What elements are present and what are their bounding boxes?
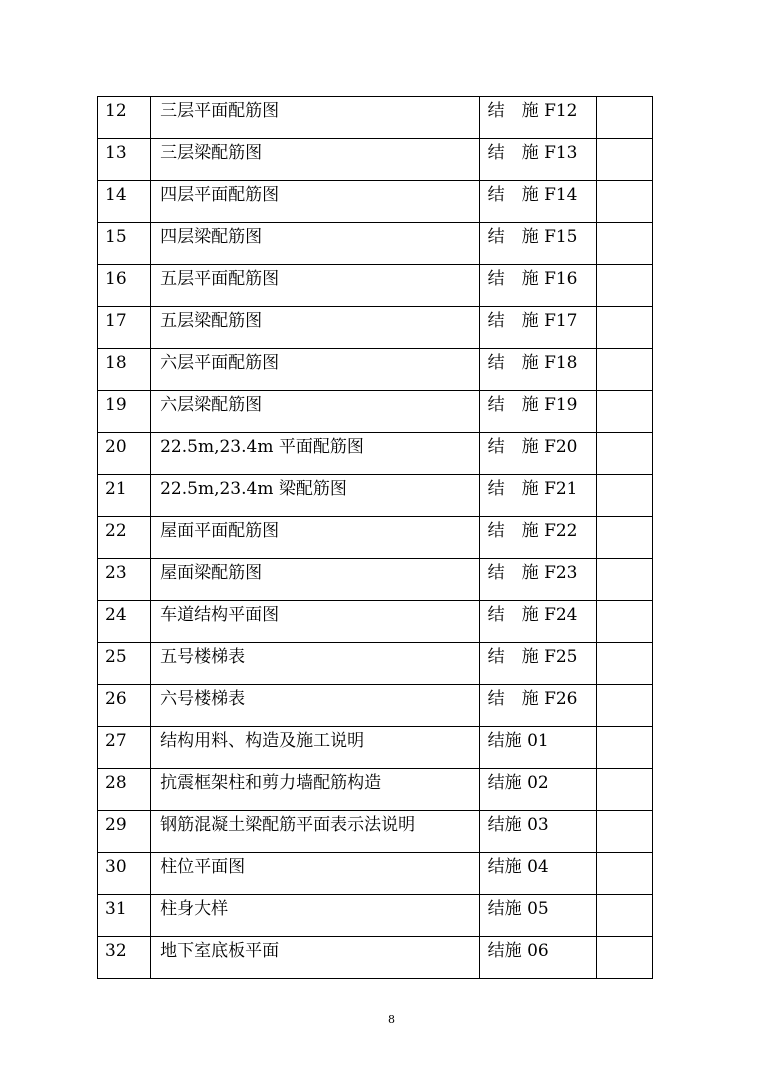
drawing-number-cell <box>98 811 151 853</box>
drawing-number-cell-text: 25 <box>105 647 127 667</box>
drawing-remark-cell <box>596 601 652 643</box>
drawing-remark-cell-text <box>597 517 652 521</box>
drawing-number-cell <box>98 391 151 433</box>
drawing-code-cell-text: 结 施 F22 <box>487 521 578 541</box>
drawing-remark-cell-text <box>597 769 652 773</box>
table-row <box>98 727 653 769</box>
drawing-number-cell-text: 29 <box>105 815 127 835</box>
drawing-code-cell <box>479 97 596 139</box>
drawing-code-cell-text: 结 施 F26 <box>487 689 578 709</box>
drawing-code-cell-text: 结 施 F16 <box>487 269 578 289</box>
drawing-title-cell <box>151 433 480 475</box>
drawing-title-cell <box>151 685 480 727</box>
drawing-number-cell-text: 27 <box>105 731 127 751</box>
drawing-code-cell <box>479 685 596 727</box>
drawing-remark-cell <box>596 223 652 265</box>
drawing-number-cell-text: 12 <box>105 101 127 121</box>
drawing-title-cell-text: 结构用料、构造及施工说明 <box>160 731 365 751</box>
table-row <box>98 433 653 475</box>
drawing-number-cell <box>98 937 151 979</box>
drawing-number-cell <box>98 265 151 307</box>
drawing-remark-cell <box>596 643 652 685</box>
drawing-title-cell <box>151 559 480 601</box>
drawing-number-cell-text: 28 <box>105 773 127 793</box>
drawing-code-cell <box>479 391 596 433</box>
drawing-number-cell-text: 31 <box>105 899 127 919</box>
drawing-number-cell-text: 23 <box>105 563 127 583</box>
drawing-number-cell-text: 32 <box>105 941 127 961</box>
drawing-number-cell <box>98 601 151 643</box>
drawing-remark-cell <box>596 811 652 853</box>
drawing-number-cell <box>98 223 151 265</box>
drawing-remark-cell <box>596 265 652 307</box>
drawing-code-cell <box>479 433 596 475</box>
drawing-title-cell-text: 地下室底板平面 <box>160 941 280 961</box>
drawing-code-cell-text: 结施 05 <box>487 899 549 919</box>
drawing-code-cell-text: 结 施 F14 <box>487 185 578 205</box>
drawing-code-cell <box>479 349 596 391</box>
drawing-code-cell-text: 结施 06 <box>487 941 549 961</box>
drawing-number-cell <box>98 97 151 139</box>
drawing-remark-cell-text <box>597 97 652 101</box>
drawing-code-cell-text: 结施 02 <box>487 773 549 793</box>
drawing-title-cell <box>151 517 480 559</box>
drawing-code-cell-text: 结施 04 <box>487 857 549 877</box>
drawing-title-cell <box>151 223 480 265</box>
drawing-code-cell <box>479 727 596 769</box>
drawing-remark-cell <box>596 433 652 475</box>
drawing-code-cell <box>479 937 596 979</box>
drawing-code-cell <box>479 223 596 265</box>
drawing-title-cell <box>151 727 480 769</box>
drawing-remark-cell-text <box>597 433 652 437</box>
drawing-remark-cell <box>596 181 652 223</box>
drawing-number-cell-text: 16 <box>105 269 127 289</box>
table-row <box>98 475 653 517</box>
drawing-remark-cell <box>596 517 652 559</box>
drawing-number-cell-text: 18 <box>105 353 127 373</box>
drawing-title-cell <box>151 181 480 223</box>
table-row <box>98 937 653 979</box>
drawing-remark-cell-text <box>597 307 652 311</box>
drawing-number-cell-text: 24 <box>105 605 127 625</box>
drawing-title-cell <box>151 139 480 181</box>
drawing-remark-cell <box>596 391 652 433</box>
drawing-code-cell-text: 结施 01 <box>487 731 549 751</box>
drawing-number-cell-text: 17 <box>105 311 127 331</box>
drawing-code-cell <box>479 643 596 685</box>
drawing-number-cell-text: 30 <box>105 857 127 877</box>
drawing-title-cell-text: 柱身大样 <box>160 899 229 919</box>
drawing-title-cell <box>151 601 480 643</box>
drawing-code-cell <box>479 811 596 853</box>
table-row <box>98 895 653 937</box>
drawing-title-cell-text: 屋面梁配筋图 <box>160 563 263 583</box>
drawing-code-cell-text: 结 施 F24 <box>487 605 578 625</box>
drawing-number-cell <box>98 685 151 727</box>
drawing-remark-cell <box>596 349 652 391</box>
drawing-code-cell-text: 结 施 F15 <box>487 227 578 247</box>
drawing-code-cell <box>479 517 596 559</box>
table-row <box>98 643 653 685</box>
table-row <box>98 853 653 895</box>
drawing-number-cell-text: 20 <box>105 437 127 457</box>
drawing-code-cell-text: 结 施 F13 <box>487 143 578 163</box>
drawing-remark-cell-text <box>597 937 652 941</box>
table-row <box>98 307 653 349</box>
drawing-title-cell-text: 五层平面配筋图 <box>160 269 280 289</box>
drawing-code-cell-text: 结 施 F20 <box>487 437 578 457</box>
drawing-remark-cell-text <box>597 349 652 353</box>
drawing-code-cell <box>479 559 596 601</box>
drawing-code-cell-text: 结 施 F18 <box>487 353 578 373</box>
drawing-number-cell-text: 14 <box>105 185 127 205</box>
table-row <box>98 349 653 391</box>
drawing-list-table <box>97 96 653 979</box>
drawing-title-cell-text: 五层梁配筋图 <box>160 311 263 331</box>
drawing-remark-cell <box>596 307 652 349</box>
drawing-number-cell <box>98 727 151 769</box>
drawing-number-cell-text: 21 <box>105 479 127 499</box>
drawing-code-cell <box>479 853 596 895</box>
drawing-number-cell-text: 13 <box>105 143 127 163</box>
drawing-title-cell-text: 六层平面配筋图 <box>160 353 280 373</box>
drawing-remark-cell-text <box>597 685 652 689</box>
table-row <box>98 601 653 643</box>
drawing-number-cell <box>98 517 151 559</box>
drawing-code-cell <box>479 769 596 811</box>
drawing-code-cell-text: 结 施 F17 <box>487 311 578 331</box>
drawing-title-cell-text: 车道结构平面图 <box>160 605 280 625</box>
drawing-remark-cell <box>596 727 652 769</box>
drawing-title-cell-text: 柱位平面图 <box>160 857 246 877</box>
drawing-remark-cell-text <box>597 727 652 731</box>
drawing-code-cell <box>479 139 596 181</box>
drawing-title-cell <box>151 97 480 139</box>
drawing-number-cell <box>98 559 151 601</box>
drawing-title-cell-text: 三层梁配筋图 <box>160 143 263 163</box>
table-row <box>98 265 653 307</box>
table-row <box>98 811 653 853</box>
drawing-title-cell-text: 屋面平面配筋图 <box>160 521 280 541</box>
drawing-code-cell <box>479 475 596 517</box>
drawing-title-cell-text: 三层平面配筋图 <box>160 101 280 121</box>
drawing-title-cell <box>151 769 480 811</box>
table-row <box>98 181 653 223</box>
drawing-remark-cell <box>596 97 652 139</box>
drawing-code-cell <box>479 265 596 307</box>
page-number: 8 <box>388 1013 395 1026</box>
drawing-code-cell <box>479 601 596 643</box>
drawing-number-cell <box>98 895 151 937</box>
drawing-remark-cell <box>596 475 652 517</box>
drawing-code-cell-text: 结 施 F21 <box>487 479 578 499</box>
drawing-number-cell-text: 15 <box>105 227 127 247</box>
table-row <box>98 769 653 811</box>
drawing-remark-cell-text <box>597 811 652 815</box>
drawing-title-cell-text: 22.5m,23.4m 梁配筋图 <box>160 479 347 499</box>
drawing-remark-cell <box>596 937 652 979</box>
drawing-title-cell <box>151 265 480 307</box>
drawing-number-cell <box>98 769 151 811</box>
drawing-number-cell <box>98 307 151 349</box>
table-row <box>98 223 653 265</box>
drawing-code-cell <box>479 307 596 349</box>
drawing-number-cell <box>98 139 151 181</box>
drawing-code-cell-text: 结 施 F25 <box>487 647 578 667</box>
table-row <box>98 97 653 139</box>
drawing-title-cell-text: 抗震框架柱和剪力墙配筋构造 <box>160 773 382 793</box>
drawing-number-cell <box>98 475 151 517</box>
table-row <box>98 559 653 601</box>
drawing-remark-cell-text <box>597 853 652 857</box>
drawing-number-cell <box>98 433 151 475</box>
table-row <box>98 391 653 433</box>
drawing-number-cell <box>98 349 151 391</box>
drawing-title-cell-text: 四层梁配筋图 <box>160 227 263 247</box>
drawing-title-cell <box>151 643 480 685</box>
table-row <box>98 139 653 181</box>
drawing-remark-cell-text <box>597 265 652 269</box>
drawing-remark-cell <box>596 139 652 181</box>
drawing-title-cell-text: 六层梁配筋图 <box>160 395 263 415</box>
drawing-title-cell-text: 22.5m,23.4m 平面配筋图 <box>160 437 364 457</box>
drawing-remark-cell <box>596 895 652 937</box>
drawing-code-cell-text: 结 施 F12 <box>487 101 578 121</box>
drawing-code-cell-text: 结 施 F23 <box>487 563 578 583</box>
drawing-remark-cell-text <box>597 181 652 185</box>
table-row <box>98 517 653 559</box>
drawing-title-cell-text: 钢筋混凝土梁配筋平面表示法说明 <box>160 815 416 835</box>
drawing-remark-cell-text <box>597 223 652 227</box>
drawing-remark-cell-text <box>597 601 652 605</box>
drawing-number-cell <box>98 853 151 895</box>
drawing-remark-cell <box>596 853 652 895</box>
drawing-remark-cell-text <box>597 895 652 899</box>
drawing-title-cell <box>151 853 480 895</box>
drawing-number-cell-text: 22 <box>105 521 127 541</box>
drawing-number-cell-text: 26 <box>105 689 127 709</box>
drawing-code-cell <box>479 895 596 937</box>
drawing-number-cell-text: 19 <box>105 395 127 415</box>
drawing-remark-cell <box>596 769 652 811</box>
drawing-remark-cell-text <box>597 643 652 647</box>
drawing-title-cell <box>151 391 480 433</box>
drawing-code-cell-text: 结 施 F19 <box>487 395 578 415</box>
drawing-remark-cell-text <box>597 139 652 143</box>
drawing-code-cell <box>479 181 596 223</box>
drawing-title-cell-text: 五号楼梯表 <box>160 647 246 667</box>
drawing-remark-cell-text <box>597 475 652 479</box>
drawing-number-cell <box>98 643 151 685</box>
drawing-title-cell <box>151 475 480 517</box>
drawing-title-cell-text: 四层平面配筋图 <box>160 185 280 205</box>
table-row <box>98 685 653 727</box>
drawing-title-cell-text: 六号楼梯表 <box>160 689 246 709</box>
drawing-title-cell <box>151 895 480 937</box>
drawing-remark-cell-text <box>597 391 652 395</box>
drawing-remark-cell <box>596 685 652 727</box>
drawing-remark-cell-text <box>597 559 652 563</box>
drawing-number-cell <box>98 181 151 223</box>
drawing-title-cell <box>151 307 480 349</box>
drawing-title-cell <box>151 349 480 391</box>
drawing-title-cell <box>151 811 480 853</box>
drawing-remark-cell <box>596 559 652 601</box>
drawing-list-body <box>98 97 653 979</box>
drawing-code-cell-text: 结施 03 <box>487 815 549 835</box>
drawing-title-cell <box>151 937 480 979</box>
